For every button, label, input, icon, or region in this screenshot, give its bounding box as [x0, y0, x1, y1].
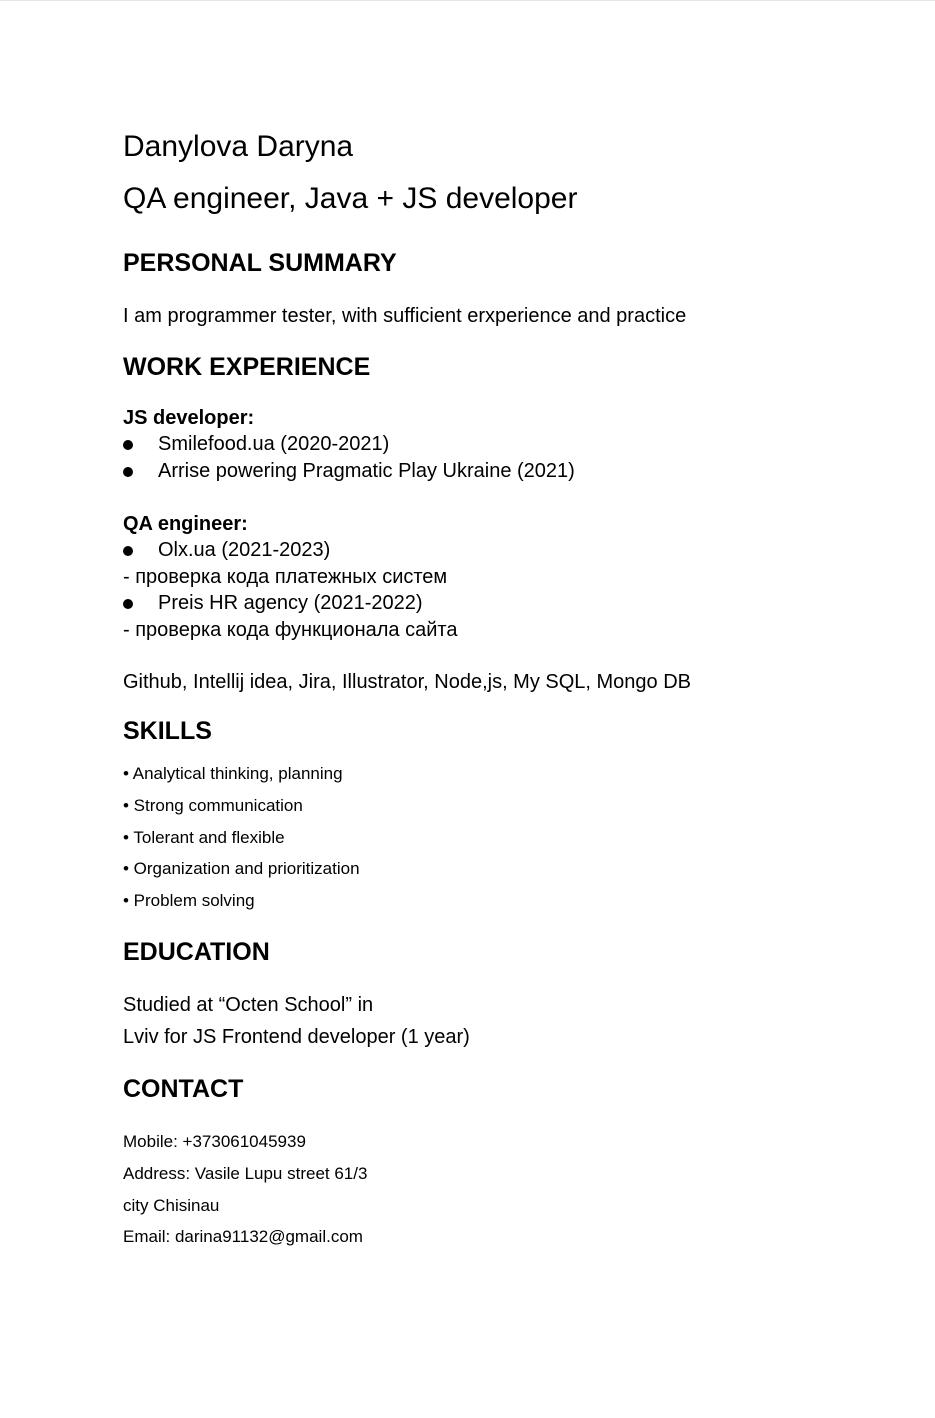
bullet-icon: [123, 599, 133, 609]
contact-address: Address: Vasile Lupu street 61/3: [123, 1164, 368, 1183]
job-entry: Olx.ua (2021-2023): [158, 539, 331, 561]
skill-item: • Strong communication: [123, 796, 303, 815]
personal-summary-heading: PERSONAL SUMMARY: [123, 249, 397, 277]
job-entry: Smilefood.ua (2020-2021): [158, 433, 390, 455]
job-title: QA engineer, Java + JS developer: [123, 182, 578, 215]
page-top-divider: [0, 0, 935, 1]
contact-email: Email: darina91132@gmail.com: [123, 1227, 363, 1246]
education-heading: EDUCATION: [123, 938, 270, 966]
skill-item: • Problem solving: [123, 891, 255, 910]
js-developer-title: JS developer:: [123, 407, 255, 429]
list-item: [123, 460, 575, 483]
education-line: Lviv for JS Frontend developer (1 year): [123, 1026, 470, 1048]
job-note: - проверка кода платежных систем: [123, 566, 448, 588]
skill-item: • Organization and prioritization: [123, 859, 360, 878]
education-line: Studied at “Octen School” in: [123, 994, 374, 1016]
list-item: [123, 433, 389, 456]
skill-item: • Analytical thinking, planning: [123, 764, 343, 783]
skills-heading: SKILLS: [123, 717, 212, 745]
work-experience-heading: WORK EXPERIENCE: [123, 353, 371, 381]
job-entry: Arrise powering Pragmatic Play Ukraine (2021): [158, 460, 575, 482]
contact-mobile: Mobile: +373061045939: [123, 1132, 306, 1151]
contact-heading: CONTACT: [123, 1075, 244, 1103]
qa-engineer-title: QA engineer:: [123, 513, 248, 535]
skill-item: • Tolerant and flexible: [123, 828, 285, 847]
full-name: Danylova Daryna: [123, 130, 354, 163]
list-item: [123, 592, 423, 615]
contact-city: city Chisinau: [123, 1196, 220, 1215]
personal-summary-text: I am programmer tester, with sufficient erxperience and practice: [123, 305, 687, 327]
job-entry: Preis HR agency (2021-2022): [158, 592, 423, 614]
bullet-icon: [123, 440, 133, 450]
list-item: [123, 539, 330, 562]
job-note: - проверка кода функционала сайта: [123, 619, 458, 641]
bullet-icon: [123, 467, 133, 477]
bullet-icon: [123, 546, 133, 556]
tools-list: Github, Intellij idea, Jira, Illustrator, Node,js, My SQL, Mongo DB: [123, 671, 692, 693]
